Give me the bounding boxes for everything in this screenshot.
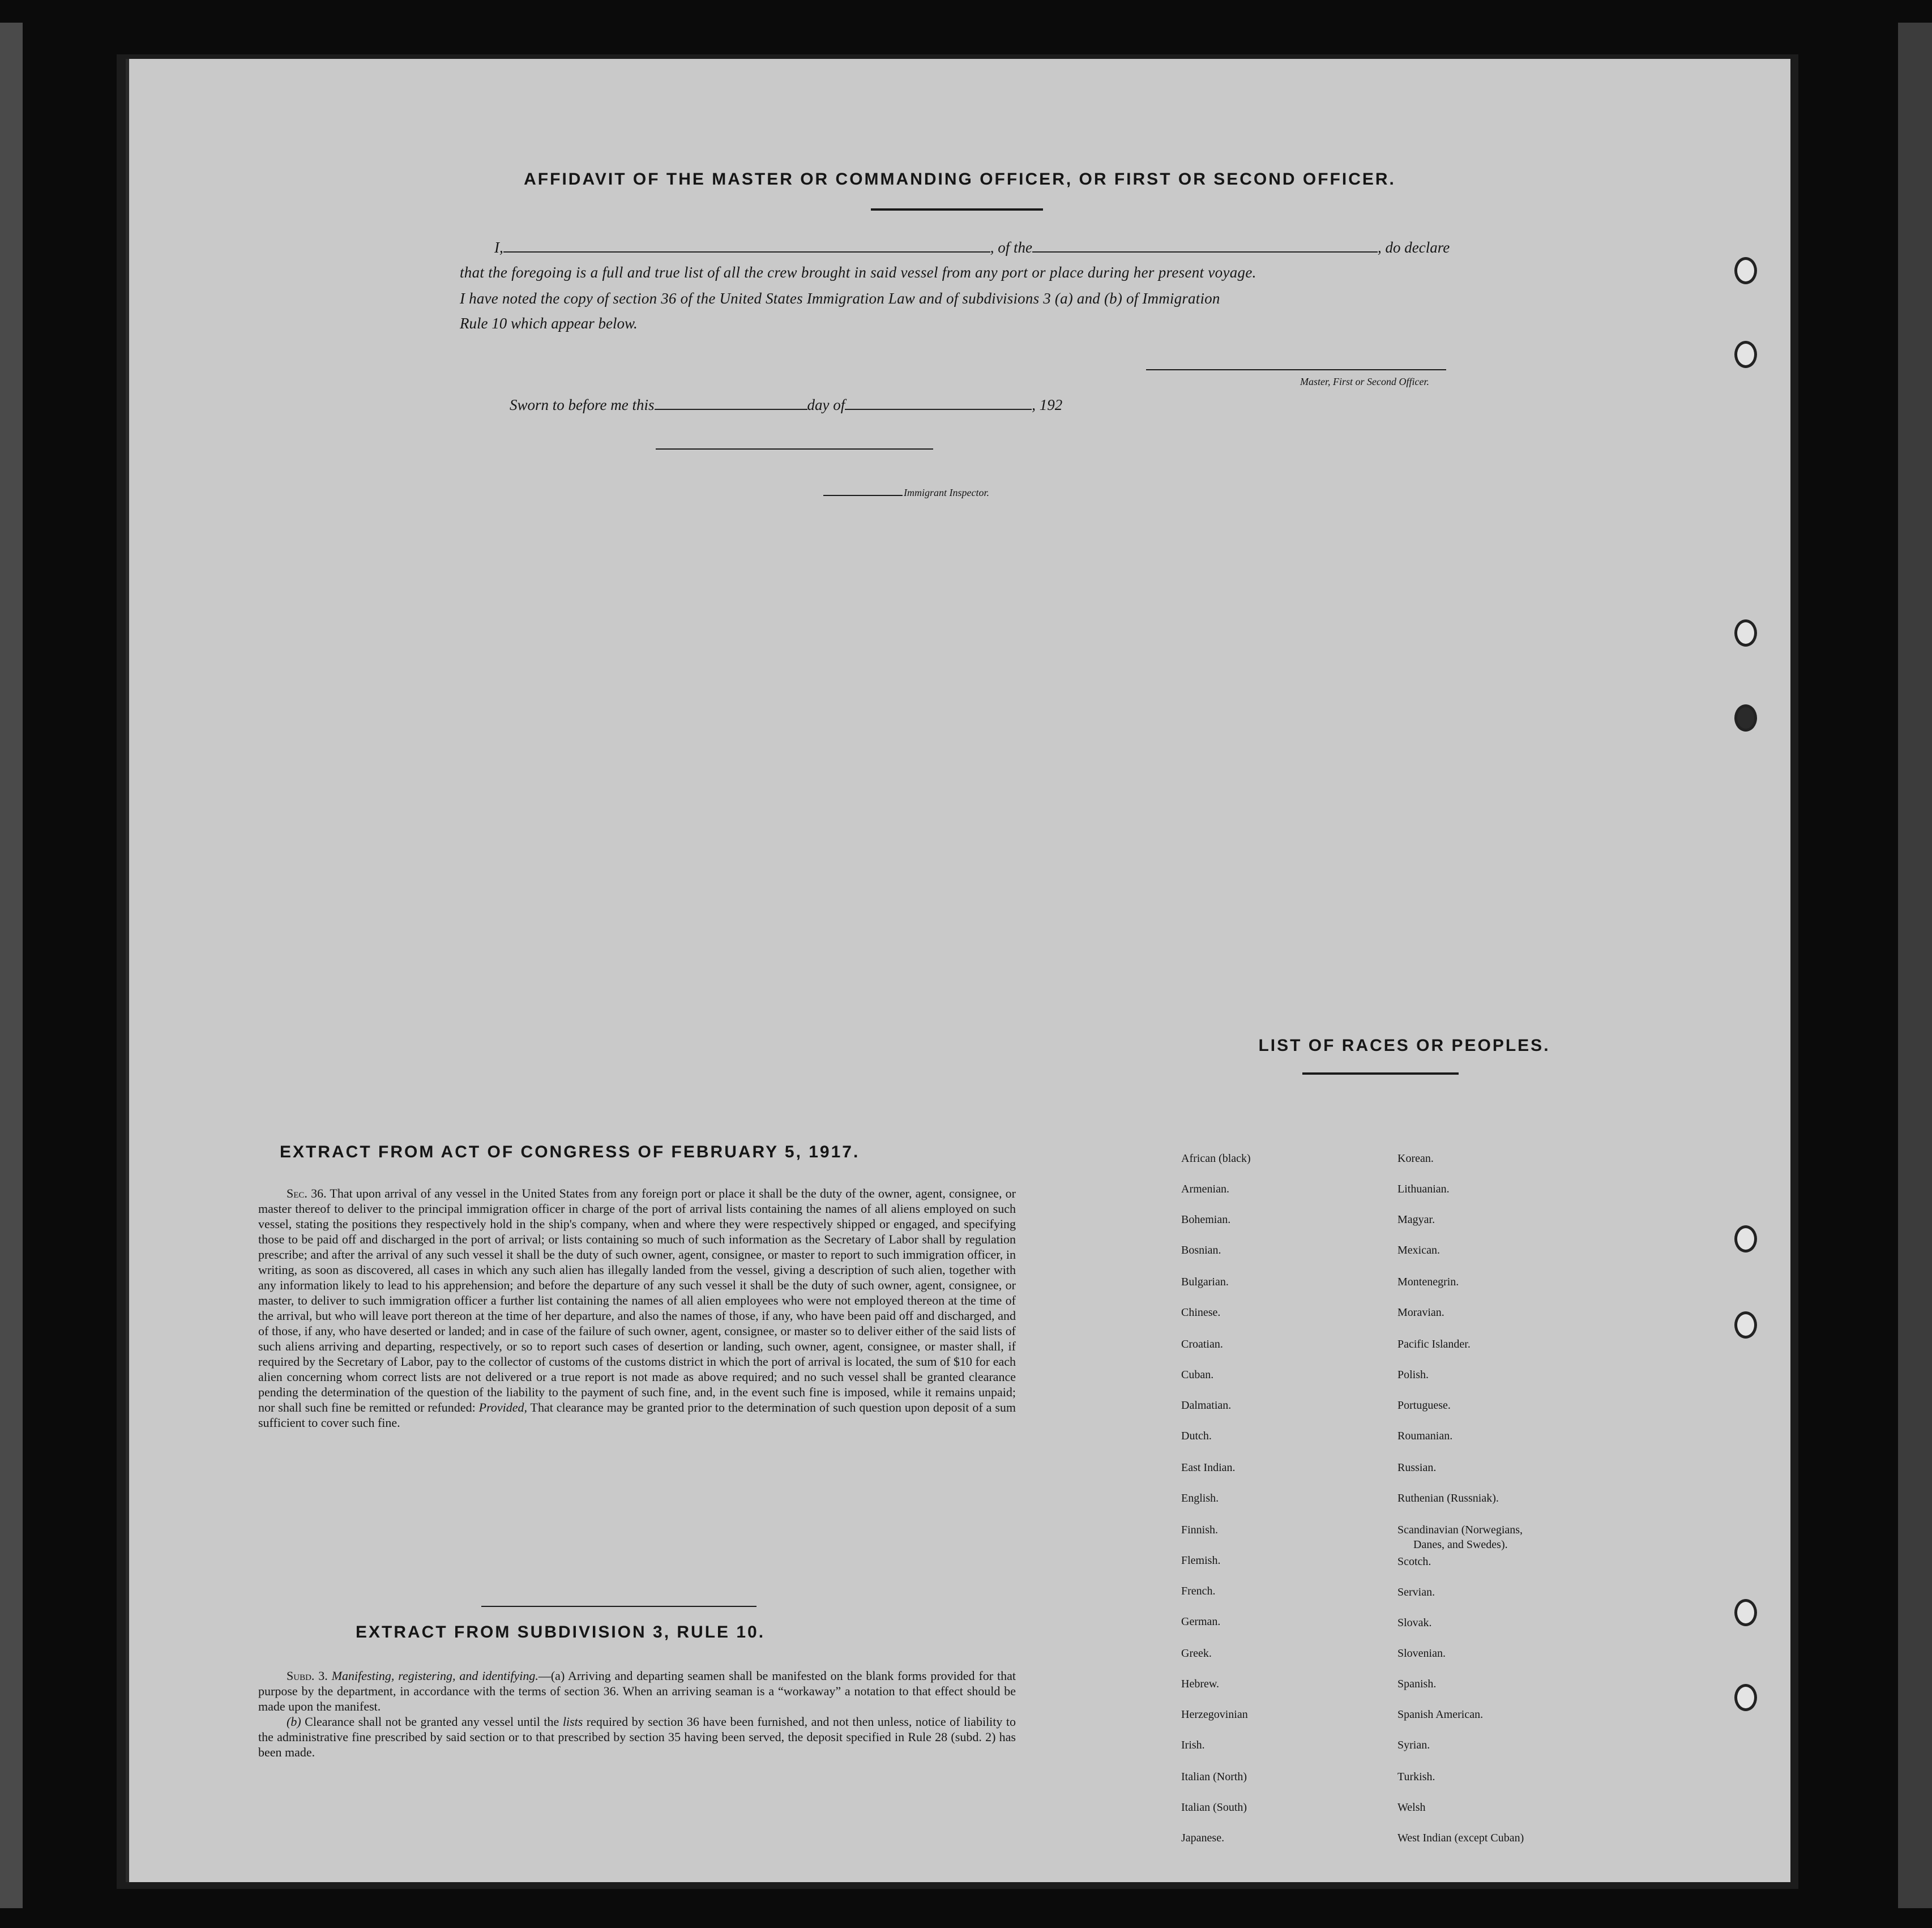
inspector-dash-line — [823, 495, 903, 496]
declaration-text: Rule 10 which appear below. — [460, 315, 638, 332]
race-item: Montenegrin. — [1397, 1276, 1459, 1288]
declarant-name-field[interactable] — [503, 239, 990, 253]
race-item: Japanese. — [1181, 1832, 1225, 1844]
act-extract-title: EXTRACT FROM ACT OF CONGRESS OF FEBRUARY 5, 1917. — [280, 1143, 860, 1161]
para-b-text: Clearance shall not be granted any vessel until the — [305, 1715, 559, 1729]
race-item: Scotch. — [1397, 1555, 1431, 1568]
race-item: Pacific Islander. — [1397, 1338, 1471, 1350]
day-of-label: day of — [807, 396, 845, 413]
binder-hole-icon — [1734, 1311, 1757, 1339]
para-b-lists: lists — [562, 1715, 583, 1729]
binder-hole-icon — [1734, 1225, 1757, 1252]
race-item: Dutch. — [1181, 1430, 1212, 1442]
races-title-underline — [1302, 1072, 1459, 1075]
sworn-day-field[interactable] — [655, 396, 807, 410]
race-item: Bulgarian. — [1181, 1276, 1229, 1288]
section-36-text: That upon arrival of any vessel in the United States from any foreign port or place it shall be the duty of the owner, agent, consignee, or master thereof to deliver to the principal immigration officer in charge of the port of arrival lists containing the names of all aliens employed on such vessel, stating the positions they respectively hold in the ship's company, when and where they were respectively shipped or engaged, and specifying those to be paid off and discharged in the port of arrival; or lists containing so much of such information as the Secretary of Labor shall by regulation prescribe; and after the arrival of any such vessel it shall be the duty of such owner, agent, consignee, or master to report to such immigration officer, in writing, as soon as discovered, all cases in which any such alien has illegally landed from the vessel, giving a description of such alien, together with any information likely to lead to his apprehension; and before the departure of any such vessel it shall be the duty of such owner, agent, consignee, or master, to deliver to such immigration officer a further list containing the names of all alien employees who were not employed thereon at the time of the arrival, but who will leave port thereon at the time of her departure, and also the names of those, if any, who have been paid off and discharged, and of those, if any, who have deserted or landed; and in case of the failure of such owner, agent, consignee, or master so to deliver either of the said lists of such aliens arriving and departing, respectively, or so to report such cases of desertion or landing, such owner, agent, consignee, or master shall, if required by the Secretary of Labor, pay to the collector of customs of the customs district in which the port of arrival is located, the sum of $10 for each alien concerning whom correct lists are not delivered or a true report is not made as above required; and no such vessel shall be granted clearance pending the determination of the question of the liability to the payment of such fine, and, in the event such fine is imposed, while it remains unpaid; nor shall such fine be remitted or refunded: — [258, 1186, 1016, 1414]
race-item: Syrian. — [1397, 1739, 1430, 1751]
subdivision-label: Subd. 3. — [287, 1669, 328, 1683]
binder-hole-icon — [1734, 704, 1757, 732]
year-label: , 192 — [1032, 396, 1063, 413]
signature-label: Master, First or Second Officer. — [1300, 376, 1429, 387]
race-item: Mexican. — [1397, 1244, 1440, 1256]
race-item: Herzegovinian — [1181, 1708, 1248, 1721]
adjacent-page-left — [0, 23, 23, 1908]
signature-line — [1146, 369, 1446, 370]
para-a-label: —(a) — [538, 1669, 565, 1683]
binder-hole-icon — [1734, 1599, 1757, 1626]
race-item: Scandinavian (Norwegians, — [1397, 1524, 1523, 1536]
race-item: Polish. — [1397, 1369, 1429, 1381]
race-item: Ruthenian (Russniak). — [1397, 1492, 1499, 1504]
race-item: Greek. — [1181, 1647, 1212, 1660]
race-item: Italian (South) — [1181, 1801, 1247, 1814]
sworn-label: Sworn to before me this — [510, 396, 655, 413]
race-item: Roumanian. — [1397, 1430, 1453, 1442]
declaration-text: that the foregoing is a full and true list of all the crew brought in said vessel from any port or place during her present voyage. — [460, 264, 1256, 281]
race-item: Magyar. — [1397, 1213, 1435, 1226]
subdivision-heading: Manifesting, registering, and identifying. — [331, 1669, 538, 1683]
race-item: Croatian. — [1181, 1338, 1223, 1350]
race-item: Bohemian. — [1181, 1213, 1231, 1226]
race-item: West Indian (except Cuban) — [1397, 1832, 1524, 1844]
races-title: LIST OF RACES OR PEOPLES. — [1258, 1036, 1550, 1055]
sworn-month-field[interactable] — [845, 396, 1032, 410]
race-item: Portuguese. — [1397, 1399, 1451, 1412]
race-item: Turkish. — [1397, 1771, 1435, 1783]
race-item: Flemish. — [1181, 1554, 1221, 1567]
para-b-label: (b) — [287, 1715, 301, 1729]
race-item: East Indian. — [1181, 1461, 1236, 1474]
race-item: Slovenian. — [1397, 1647, 1446, 1660]
race-item: Moravian. — [1397, 1306, 1444, 1319]
title-underline — [871, 208, 1043, 211]
race-item: Dalmatian. — [1181, 1399, 1232, 1412]
vessel-name-field[interactable] — [1032, 239, 1378, 253]
race-item: Servian. — [1397, 1586, 1435, 1598]
adjacent-page-right — [1898, 23, 1932, 1908]
race-item: Italian (North) — [1181, 1771, 1247, 1783]
binder-hole-icon — [1734, 257, 1757, 284]
race-item: Spanish American. — [1397, 1708, 1484, 1721]
document-page — [126, 59, 1790, 1882]
race-item: Spanish. — [1397, 1678, 1437, 1690]
declaration-line — [494, 239, 1613, 257]
race-item: Irish. — [1181, 1739, 1205, 1751]
race-item: Hebrew. — [1181, 1678, 1220, 1690]
race-item: Korean. — [1397, 1152, 1434, 1165]
affidavit-title: AFFIDAVIT OF THE MASTER OR COMMANDING OFFICER, OR FIRST OR SECOND OFFICER. — [524, 170, 1396, 189]
declare-label: , do declare — [1378, 239, 1450, 256]
race-item: Lithuanian. — [1397, 1183, 1450, 1195]
race-item: Armenian. — [1181, 1183, 1229, 1195]
section-divider — [481, 1606, 756, 1607]
race-item: Cuban. — [1181, 1369, 1214, 1381]
declarant-label: I, — [494, 239, 503, 256]
race-item: German. — [1181, 1615, 1221, 1628]
race-item: Danes, and Swedes). — [1413, 1538, 1508, 1551]
inspector-label: Immigrant Inspector. — [904, 487, 989, 498]
act-extract-body — [258, 1186, 1016, 1430]
binder-hole-icon — [1734, 619, 1757, 647]
declaration-text: I have noted the copy of section 36 of the United States Immigration Law and of subdivisions 3 (a) and (b) of Immigration — [460, 290, 1220, 307]
race-item: English. — [1181, 1492, 1219, 1504]
rule-extract-body — [258, 1668, 1016, 1760]
race-item: French. — [1181, 1585, 1216, 1597]
rule-extract-title: EXTRACT FROM SUBDIVISION 3, RULE 10. — [356, 1623, 766, 1641]
race-item: African (black) — [1181, 1152, 1251, 1165]
provided-label: Provided, — [478, 1400, 527, 1414]
binder-hole-icon — [1734, 1684, 1757, 1711]
sworn-line — [510, 396, 1302, 414]
binder-hole-icon — [1734, 341, 1757, 368]
race-item: Welsh — [1397, 1801, 1426, 1814]
section-label: Sec. 36. — [287, 1186, 327, 1200]
race-item: Bosnian. — [1181, 1244, 1221, 1256]
race-item: Chinese. — [1181, 1306, 1221, 1319]
race-item: Russian. — [1397, 1461, 1437, 1474]
inspector-signature-line — [656, 448, 933, 450]
race-item: Finnish. — [1181, 1524, 1219, 1536]
of-the-label: , of the — [990, 239, 1032, 256]
para-b-text: required by section 36 have been furnished, and not then unless, notice of liability to the administrative fine prescribed by said section or to that prescribed by section 35 having been served, the deposit specified in Rule 28 (subd. 2) has been made. — [258, 1715, 1016, 1759]
race-item: Slovak. — [1397, 1617, 1432, 1629]
section-36-proviso: That clearance may be granted prior to the determination of such question upon deposit of a sum sufficient to cover such fine. — [258, 1400, 1016, 1430]
para-a-text: Arriving and departing seamen shall be manifested on the blank forms provided for that purpose by the department, in accordance with the terms of section 36. When an arriving seaman is a “workaway” a notation to that effect should be made upon the manifest. — [258, 1669, 1016, 1713]
